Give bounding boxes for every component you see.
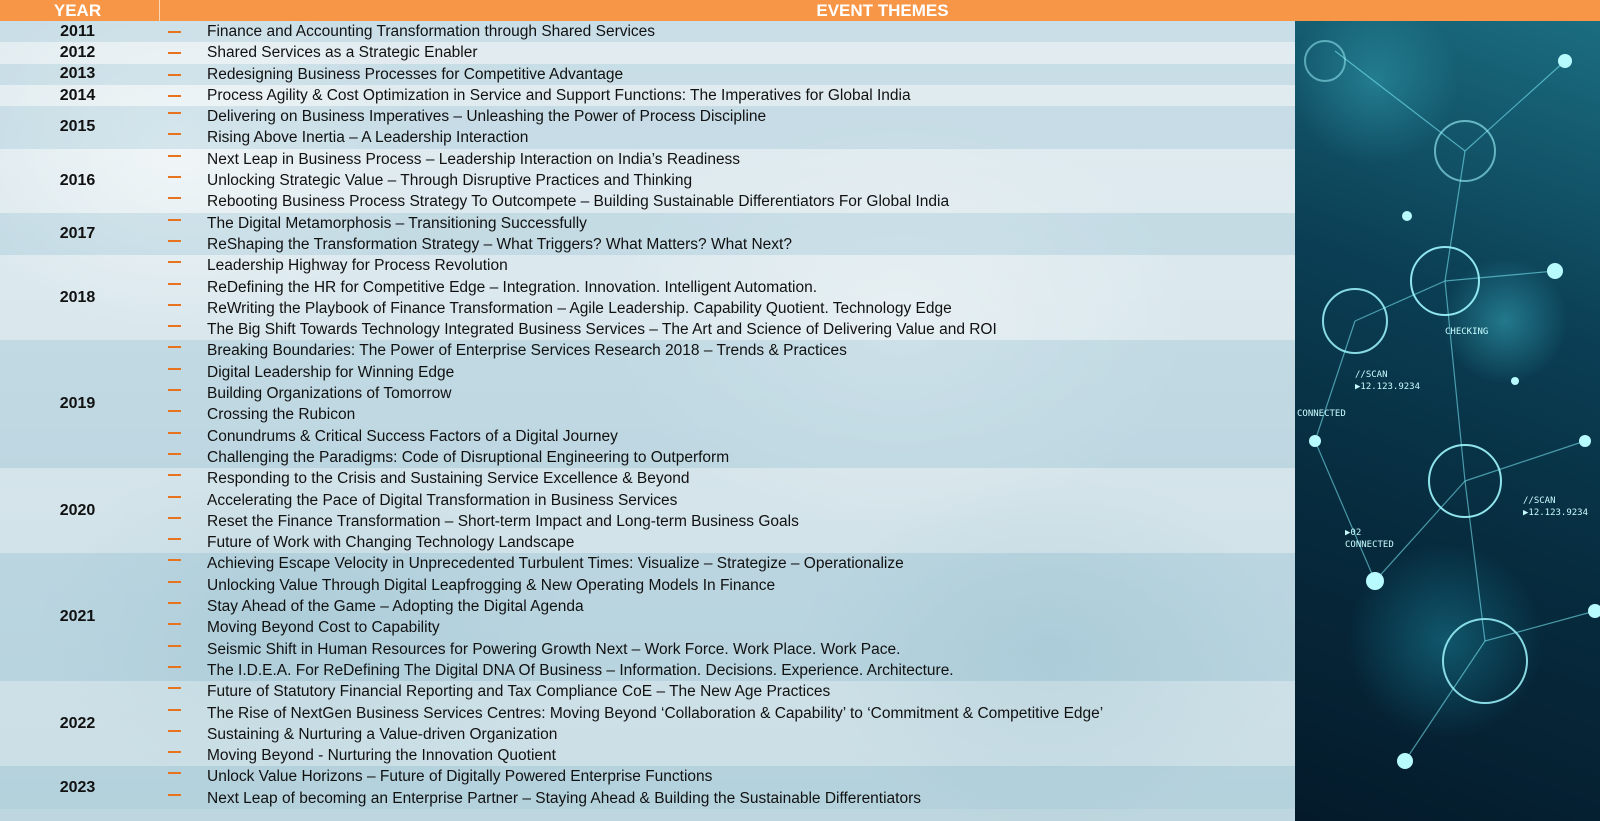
theme-text: Redesigning Business Processes for Competitive Advantage [207, 65, 624, 83]
theme-row [0, 106, 1295, 127]
theme-row [0, 639, 1295, 660]
theme-text: Sustaining & Nurturing a Value-driven Organization [207, 725, 558, 743]
svg-text://SCAN: //SCAN [1523, 496, 1556, 506]
year-group-2015 [0, 106, 1295, 149]
year-column-header: YEAR [53, 1, 102, 20]
theme-text: Shared Services as a Strategic Enabler [207, 44, 478, 62]
dash-bullet-icon [168, 197, 181, 199]
year-group-2016 [0, 149, 1295, 213]
year-cell: 2012 [59, 43, 96, 61]
year-cell: 2011 [60, 22, 95, 40]
year-cell: 2017 [59, 224, 96, 242]
dash-bullet-icon [168, 176, 181, 178]
event-themes-table [0, 21, 1295, 809]
theme-text: Reset the Finance Transformation – Short-term Impact and Long-term Business Goals [207, 512, 799, 530]
dash-bullet-icon [168, 709, 181, 711]
theme-text: The Big Shift Towards Technology Integrated Business Services – The Art and Science of Delivering Value and ROI [207, 321, 997, 339]
theme-row [0, 660, 1295, 681]
theme-text: The Digital Metamorphosis – Transitioning Successfully [207, 214, 587, 232]
theme-row [0, 234, 1295, 255]
dash-bullet-icon [168, 496, 181, 498]
theme-row [0, 362, 1295, 383]
theme-row [0, 213, 1295, 234]
year-cell: 2014 [59, 86, 96, 104]
dash-bullet-icon [168, 410, 181, 412]
year-group-2012 [0, 42, 1295, 63]
svg-text:CONNECTED: CONNECTED [1297, 409, 1346, 419]
theme-text: Unlock Value Horizons – Future of Digitally Powered Enterprise Functions [207, 768, 713, 786]
theme-text: Unlocking Strategic Value – Through Disruptive Practices and Thinking [207, 172, 693, 190]
year-group-2013 [0, 64, 1295, 85]
dash-bullet-icon [168, 325, 181, 327]
dash-bullet-icon [168, 368, 181, 370]
dash-bullet-icon [168, 453, 181, 455]
theme-text: Moving Beyond Cost to Capability [207, 619, 440, 637]
theme-text: Breaking Boundaries: The Power of Enterprise Services Research 2018 – Trends & Practices [207, 342, 847, 360]
dash-bullet-icon [168, 559, 181, 561]
theme-row [0, 340, 1295, 361]
network-graphic [1295, 21, 1600, 821]
svg-text:▶02: ▶02 [1345, 528, 1362, 538]
dash-bullet-icon [168, 112, 181, 114]
dash-bullet-icon [168, 581, 181, 583]
theme-row [0, 766, 1295, 787]
dash-bullet-icon [168, 283, 181, 285]
year-group-2014 [0, 85, 1295, 106]
theme-text: Achieving Escape Velocity in Unprecedented Turbulent Times: Visualize – Strategize – Operationalize [207, 555, 904, 573]
svg-text://SCAN: //SCAN [1355, 370, 1388, 380]
table-header [0, 0, 1600, 21]
theme-row [0, 575, 1295, 596]
dash-bullet-icon [168, 538, 181, 540]
theme-text: Process Agility & Cost Optimization in Service and Support Functions: The Imperatives for Global India [207, 86, 911, 104]
event-themes-column-header: EVENT THEMES [816, 1, 949, 20]
year-group-2011 [0, 21, 1295, 42]
theme-text: Digital Leadership for Winning Edge [207, 363, 455, 381]
theme-row [0, 724, 1295, 745]
theme-text: Finance and Accounting Transformation through Shared Services [207, 23, 656, 40]
theme-row [0, 170, 1295, 191]
theme-row [0, 85, 1295, 106]
theme-row [0, 149, 1295, 170]
year-group-2023 [0, 766, 1295, 809]
theme-text: Conundrums & Critical Success Factors of a Digital Journey [207, 427, 618, 445]
theme-row [0, 788, 1295, 809]
theme-text: Unlocking Value Through Digital Leapfrogging & New Operating Models In Finance [207, 576, 776, 594]
theme-row [0, 21, 1295, 42]
dash-bullet-icon [168, 155, 181, 157]
theme-text: ReDefining the HR for Competitive Edge – Integration. Innovation. Intelligent Automation. [207, 278, 818, 296]
dash-bullet-icon [168, 772, 181, 774]
theme-text: Building Organizations of Tomorrow [207, 385, 452, 403]
dash-bullet-icon [168, 52, 181, 54]
dash-bullet-icon [168, 389, 181, 391]
dash-bullet-icon [168, 74, 181, 76]
theme-row [0, 42, 1295, 63]
theme-row [0, 127, 1295, 148]
year-cell: 2015 [59, 118, 96, 136]
theme-row [0, 447, 1295, 468]
year-cell: 2020 [59, 501, 96, 519]
theme-text: Seismic Shift in Human Resources for Powering Growth Next – Work Force. Work Place. Work Pace. [207, 640, 901, 658]
theme-text: Accelerating the Pace of Digital Transformation in Business Services [207, 491, 678, 509]
theme-text: Future of Statutory Financial Reporting and Tax Compliance CoE – The New Age Practices [207, 683, 831, 701]
theme-text: Next Leap in Business Process – Leadership Interaction on India’s Readiness [207, 150, 741, 168]
image-label: CHECKING [1445, 327, 1489, 337]
dash-bullet-icon [168, 95, 181, 97]
dash-bullet-icon [168, 730, 181, 732]
theme-text: Future of Work with Changing Technology Landscape [207, 534, 575, 552]
dash-bullet-icon [168, 751, 181, 753]
theme-row [0, 298, 1295, 319]
year-group-2019 [0, 340, 1295, 468]
dash-bullet-icon [168, 31, 181, 33]
dash-bullet-icon [168, 432, 181, 434]
year-cell: 2016 [59, 171, 96, 189]
theme-text: ReShaping the Transformation Strategy – What Triggers? What Matters? What Next? [207, 235, 792, 253]
theme-row [0, 426, 1295, 447]
year-cell: 2023 [59, 778, 96, 796]
theme-row [0, 277, 1295, 298]
year-cell: 2022 [59, 714, 96, 732]
year-cell: 2013 [59, 65, 96, 83]
theme-row [0, 319, 1295, 340]
dash-bullet-icon [168, 517, 181, 519]
dash-bullet-icon [168, 645, 181, 647]
theme-row [0, 511, 1295, 532]
network-technology-image [1295, 21, 1600, 821]
theme-row [0, 553, 1295, 574]
theme-row [0, 468, 1295, 489]
year-group-2018 [0, 255, 1295, 340]
theme-text: The Rise of NextGen Business Services Centres: Moving Beyond ‘Collaboration & Capability’ to ‘Commitment & Competitive Edge’ [207, 704, 1104, 722]
svg-text:▶12.123.9234: ▶12.123.9234 [1523, 508, 1589, 518]
dash-bullet-icon [168, 666, 181, 668]
year-cell: 2021 [59, 608, 96, 626]
theme-text: Delivering on Business Imperatives – Unleashing the Power of Process Discipline [207, 108, 767, 126]
theme-row [0, 255, 1295, 276]
dash-bullet-icon [168, 346, 181, 348]
year-group-2021 [0, 553, 1295, 681]
svg-text:▶12.123.9234: ▶12.123.9234 [1355, 382, 1421, 392]
year-group-2022 [0, 681, 1295, 766]
theme-text: Next Leap of becoming an Enterprise Partner – Staying Ahead & Building the Sustainable Differentiators [207, 789, 922, 807]
dash-bullet-icon [168, 240, 181, 242]
theme-text: Crossing the Rubicon [207, 406, 356, 424]
theme-row [0, 490, 1295, 511]
theme-row [0, 617, 1295, 638]
theme-row [0, 745, 1295, 766]
theme-text: Responding to the Crisis and Sustaining Service Excellence & Beyond [207, 470, 690, 488]
theme-row [0, 681, 1295, 702]
theme-text: Rising Above Inertia – A Leadership Interaction [207, 129, 529, 147]
year-group-2017 [0, 213, 1295, 256]
theme-row [0, 703, 1295, 724]
theme-text: ReWriting the Playbook of Finance Transformation – Agile Leadership. Capability Quotient. Technology Edge [207, 299, 952, 317]
theme-row [0, 532, 1295, 553]
theme-row [0, 191, 1295, 212]
svg-text:CONNECTED: CONNECTED [1345, 540, 1394, 550]
theme-text: Stay Ahead of the Game – Adopting the Digital Agenda [207, 598, 584, 616]
dash-bullet-icon [168, 304, 181, 306]
theme-row [0, 596, 1295, 617]
dash-bullet-icon [168, 794, 181, 796]
dash-bullet-icon [168, 133, 181, 135]
dash-bullet-icon [168, 219, 181, 221]
theme-row [0, 64, 1295, 85]
year-group-2020 [0, 468, 1295, 553]
theme-row [0, 383, 1295, 404]
year-cell: 2018 [59, 288, 96, 306]
year-cell: 2019 [59, 395, 96, 413]
theme-text: Leadership Highway for Process Revolution [207, 257, 508, 275]
dash-bullet-icon [168, 261, 181, 263]
theme-text: The I.D.E.A. For ReDefining The Digital DNA Of Business – Information. Decisions. Experience. Architecture. [207, 661, 954, 679]
dash-bullet-icon [168, 474, 181, 476]
theme-row [0, 404, 1295, 425]
theme-text: Moving Beyond - Nurturing the Innovation Quotient [207, 747, 556, 765]
theme-text: Challenging the Paradigms: Code of Disruptional Engineering to Outperform [207, 448, 730, 466]
dash-bullet-icon [168, 687, 181, 689]
theme-text: Rebooting Business Process Strategy To Outcompete – Building Sustainable Differentiators For Global India [207, 193, 950, 211]
dash-bullet-icon [168, 602, 181, 604]
dash-bullet-icon [168, 623, 181, 625]
